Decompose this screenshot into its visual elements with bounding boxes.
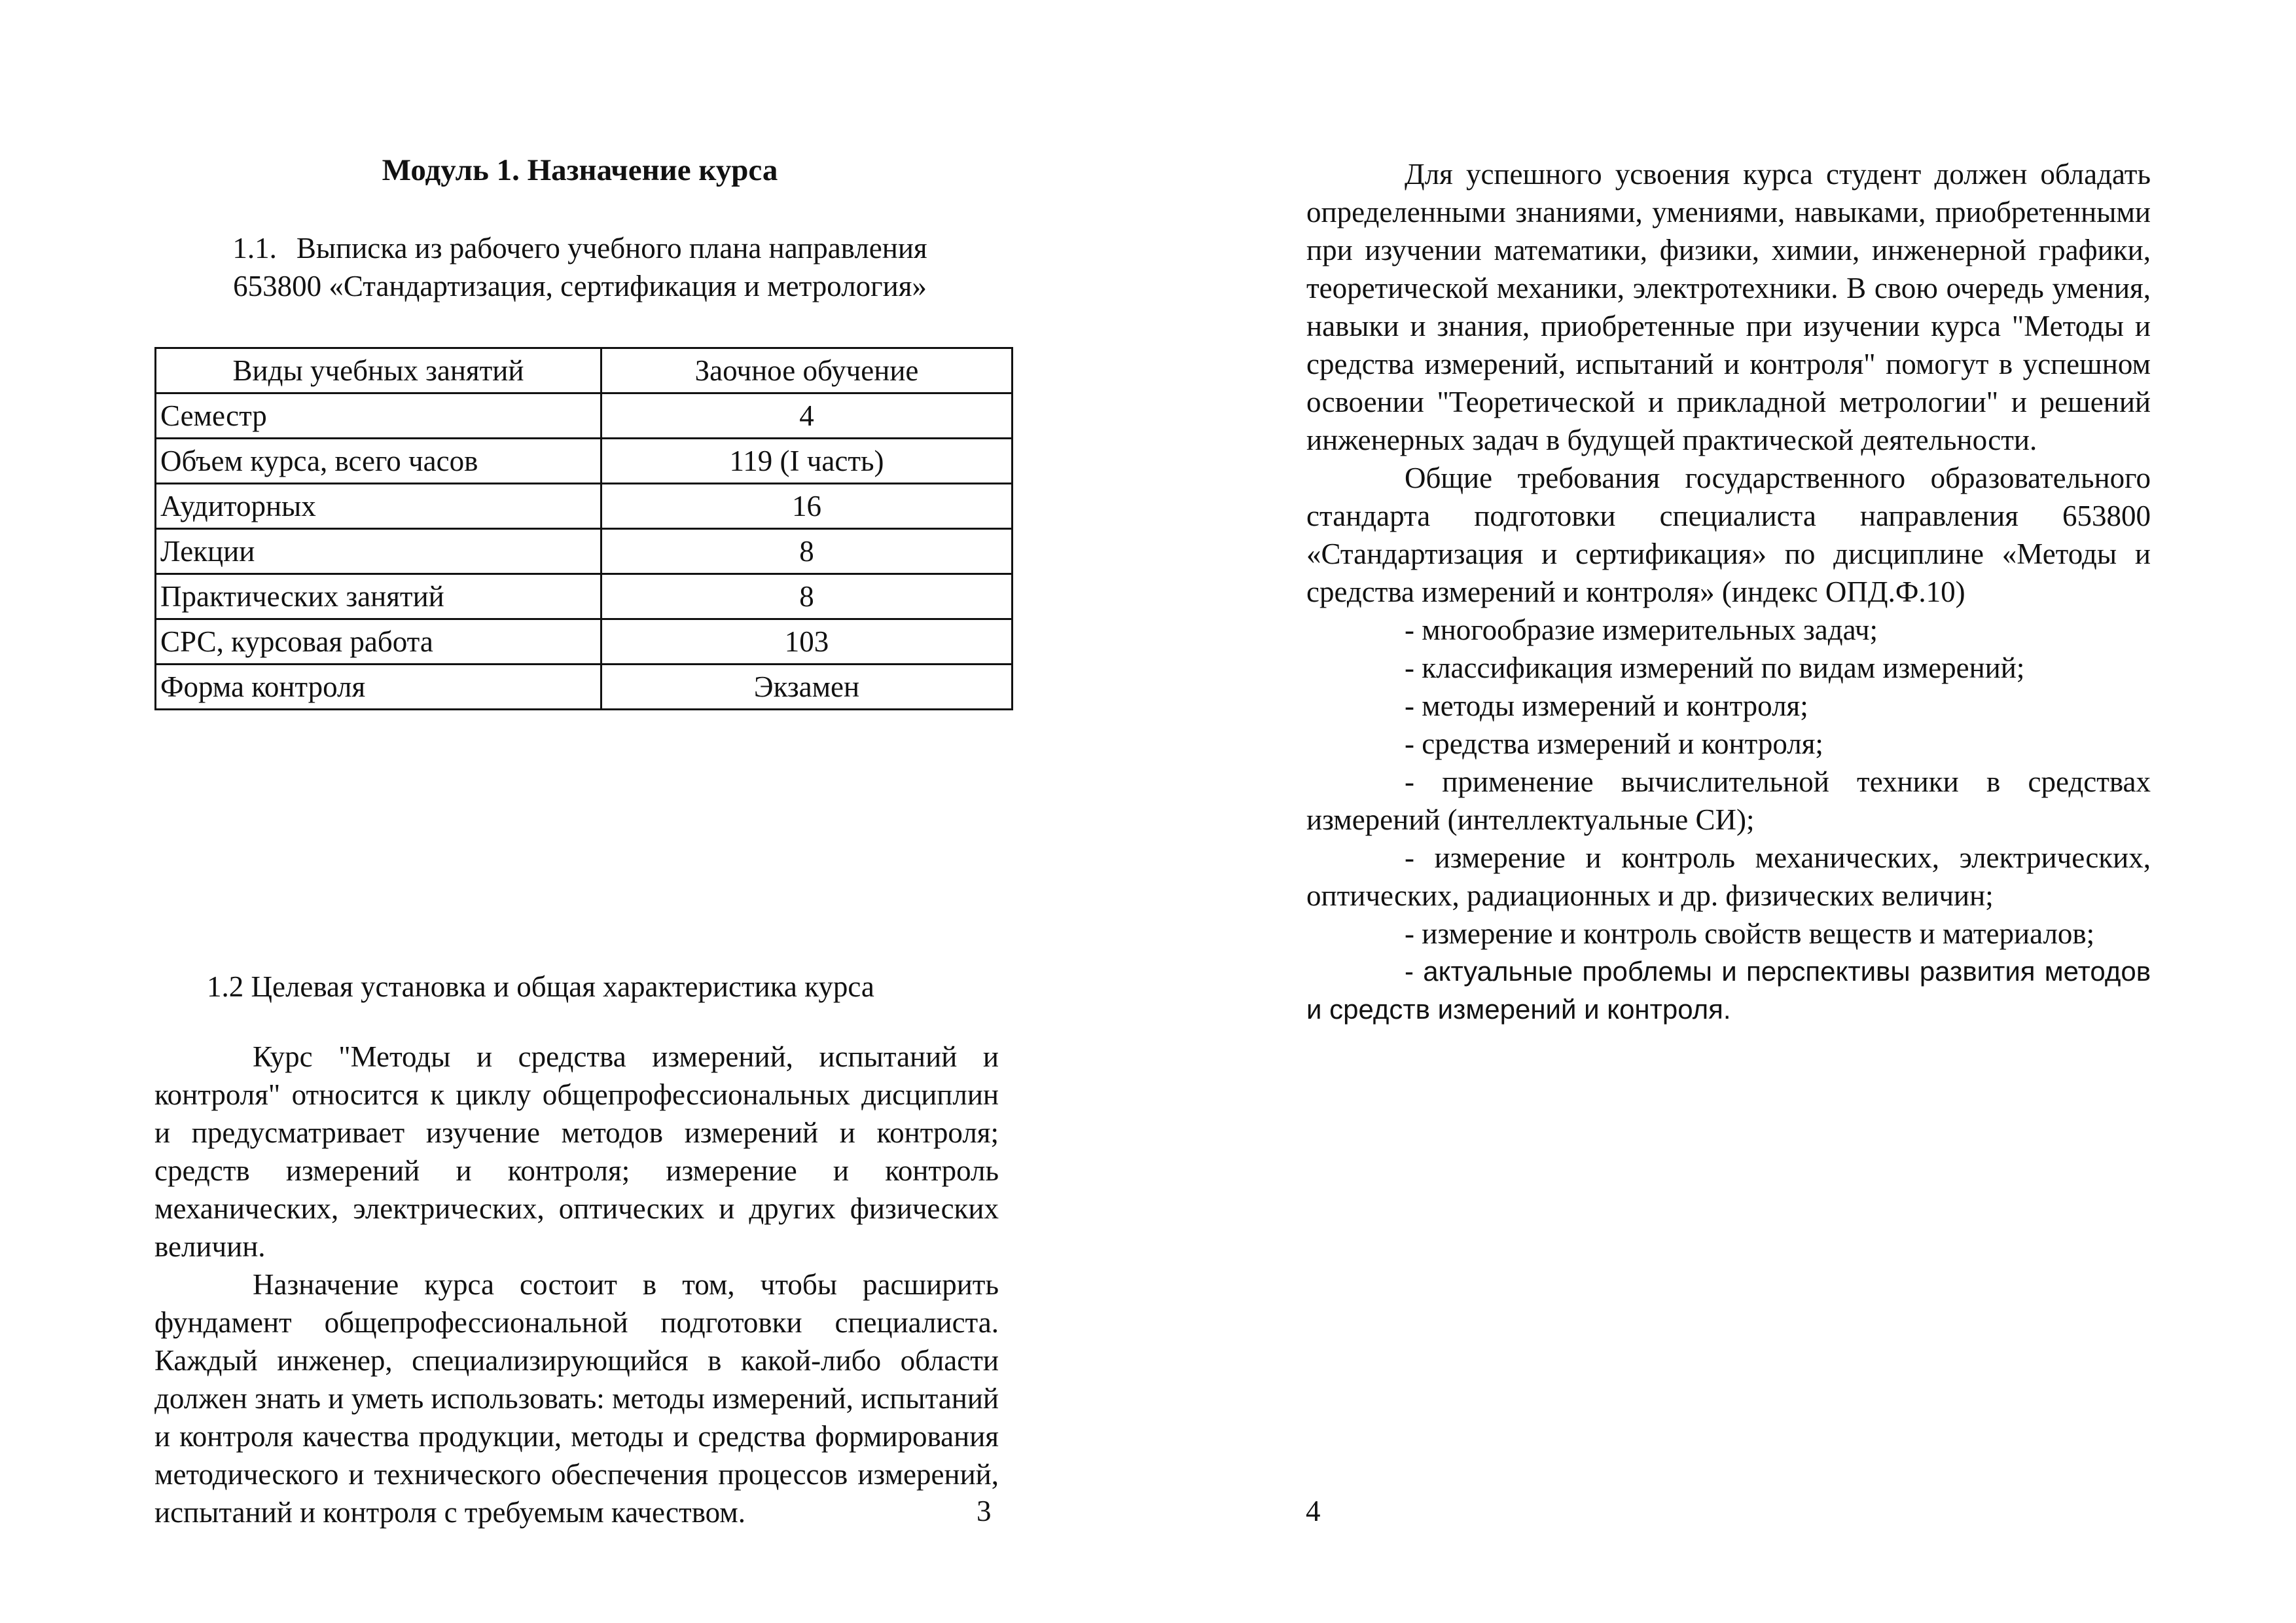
- table-cell: 8: [601, 574, 1013, 619]
- table-cell: Семестр: [156, 393, 601, 439]
- table-cell: Объем курса, всего часов: [156, 439, 601, 484]
- list-item: - актуальные проблемы и перспективы развития методов и средств измерений и контроля.: [1306, 956, 2151, 1025]
- list-item: - методы измерений и контроля;: [1405, 689, 1808, 722]
- table-cell: Аудиторных: [156, 484, 601, 529]
- table-cell: 119 (I часть): [601, 439, 1013, 484]
- list-item: - измерение и контроль механических, электрических, оптических, радиационных и др. физических величин;: [1306, 841, 2151, 912]
- table-cell: Форма контроля: [156, 665, 601, 710]
- list-item: - многообразие измерительных задач;: [1405, 613, 1878, 646]
- table-row: [156, 574, 1013, 619]
- section-1-1-line2: 653800 «Стандартизация, сертификация и метрология»: [233, 270, 927, 302]
- section-1-1-number: 1.1.: [232, 232, 277, 264]
- table-cell: 4: [601, 393, 1013, 439]
- paragraph: Общие требования государственного образовательного стандарта подготовки специалиста направления 653800 «Стандартизация и сертификация» по дисциплине «Методы и средства измерений и контроля» (индекс ОПД.Ф.10): [1306, 462, 2151, 608]
- paragraph: Для успешного усвоения курса студент должен обладать определенными знаниями, умениями, навыками, приобретенными при изучении математики, физики, химии, инженерной графики, теоретической механики, электротехники. В свою очередь умения, навыки и знания, приобретенные при изучении курса "Методы и средства измерений, испытаний и контроля" помогут в успешном освоении "Теоретической и прикладной метрологии" и решений инженерных задач в будущей практической деятельности.: [1306, 158, 2151, 456]
- list-item: - измерение и контроль свойств веществ и материалов;: [1405, 917, 2095, 950]
- list-item: - применение вычислительной техники в средствах измерений (интеллектуальные СИ);: [1306, 765, 2151, 836]
- table-row: [156, 439, 1013, 484]
- table-header-cell: Заочное обучение: [601, 348, 1013, 393]
- table-cell: 103: [601, 619, 1013, 665]
- section-1-1-heading: [154, 229, 1005, 305]
- paragraph: Курс "Методы и средства измерений, испытаний и контроля" относится к циклу общепрофессиональных дисциплин и предусматривает изучение методов измерений и контроля; средств измерений и контроля; измерение и контроль механических, электрических, оптических и других физических величин.: [154, 1040, 999, 1263]
- table-row: [156, 484, 1013, 529]
- list-item: - классификация измерений по видам измерений;: [1405, 651, 2025, 684]
- module-title: Модуль 1. Назначение курса: [382, 153, 778, 187]
- table-cell: 8: [601, 529, 1013, 574]
- table-cell: Лекции: [156, 529, 601, 574]
- curriculum-table: [154, 347, 1013, 710]
- left-body-text: [154, 1038, 999, 1531]
- table-cell: СРС, курсовая работа: [156, 619, 601, 665]
- table-row: [156, 619, 1013, 665]
- page-number-left: 3: [977, 1495, 992, 1527]
- table-cell: Практических занятий: [156, 574, 601, 619]
- table-header-cell: Виды учебных занятий: [156, 348, 601, 393]
- table-cell: 16: [601, 484, 1013, 529]
- table-header-row: [156, 348, 1013, 393]
- section-1-2-heading: 1.2 Целевая установка и общая характеристика курса: [207, 970, 874, 1003]
- right-page: [1306, 155, 2151, 1029]
- table-cell: Экзамен: [601, 665, 1013, 710]
- page-number-right: 4: [1306, 1495, 1321, 1527]
- table-row: [156, 393, 1013, 439]
- section-1-1-line1: Выписка из рабочего учебного плана направления: [296, 232, 927, 264]
- paragraph: Назначение курса состоит в том, чтобы расширить фундамент общепрофессиональной подготовки специалиста. Каждый инженер, специализирующийся в какой-либо области должен знать и уметь использовать: методы измерений, испытаний и контроля качества продукции, методы и средства формирования методического и технического обеспечения процессов измерений, испытаний и контроля с требуемым качеством.: [154, 1268, 999, 1529]
- list-item: - средства измерений и контроля;: [1405, 727, 1823, 760]
- table-row: [156, 665, 1013, 710]
- table-row: [156, 529, 1013, 574]
